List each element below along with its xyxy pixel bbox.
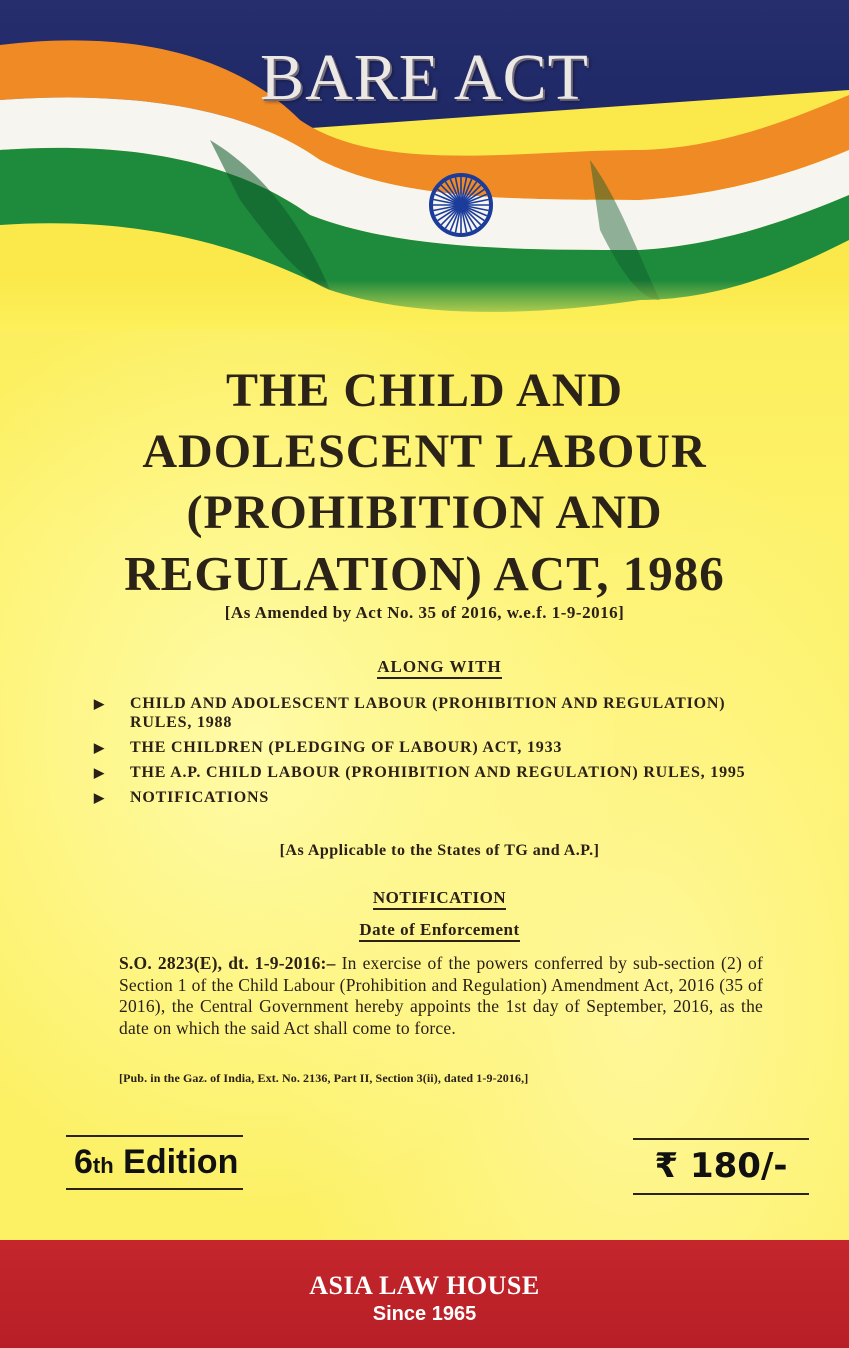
edition-label: 6th Edition <box>66 1135 243 1190</box>
series-label: BARE ACT <box>260 41 589 114</box>
publication-note: [Pub. in the Gaz. of India, Ext. No. 2136, Part II, Section 3(ii), dated 1-9-2016,] <box>119 1071 529 1085</box>
list-item: ▶ NOTIFICATIONS <box>94 789 270 806</box>
act-title <box>40 360 809 604</box>
list-item: ▶ THE CHILDREN (PLEDGING OF LABOUR) ACT, 1933 <box>94 739 563 756</box>
title-line: (PROHIBITION AND <box>186 486 663 539</box>
notification-body: S.O. 2823(E), dt. 1-9-2016:– In exercise of the powers conferred by sub-section (2) of Section 1 of the Child Labour (Prohibition and Regulation) Amendment Act, 2016 (35 of 2016), the Central Government hereby appoints the 1st day of September, 2016, as the date on which the said Act shall come to force. <box>119 953 763 1038</box>
publisher-since: Since 1965 <box>372 1303 477 1325</box>
publisher-name: ASIA LAW HOUSE <box>309 1271 540 1300</box>
amendment-note: [As Amended by Act No. 35 of 2016, w.e.f. 1-9-2016] <box>224 603 625 622</box>
bullet-arrow-icon: ▶ <box>94 740 105 755</box>
notification-heading: NOTIFICATION <box>0 888 849 908</box>
list-item: ▶ THE A.P. CHILD LABOUR (PROHIBITION AND REGULATION) RULES, 1995 <box>94 764 746 781</box>
ashoka-chakra-icon <box>431 175 491 235</box>
enforcement-subheading: Date of Enforcement <box>0 920 849 940</box>
along-with-heading: ALONG WITH <box>0 657 849 677</box>
title-line: REGULATION) ACT, 1986 <box>124 546 725 601</box>
bullet-arrow-icon: ▶ <box>94 765 105 780</box>
applicability-note: [As Applicable to the States of TG and A.P.] <box>279 842 600 859</box>
price-label: ₹ 180/- <box>633 1138 809 1195</box>
notification-reference: S.O. 2823(E), dt. 1-9-2016:– <box>119 953 336 973</box>
title-line: ADOLESCENT LABOUR <box>142 425 707 478</box>
bullet-arrow-icon: ▶ <box>94 696 105 711</box>
title-line: THE CHILD AND <box>225 364 624 417</box>
list-item: ▶ CHILD AND ADOLESCENT LABOUR (PROHIBITION AND REGULATION) RULES, 1988 <box>94 695 726 731</box>
contents-list <box>92 694 792 813</box>
bullet-arrow-icon: ▶ <box>94 790 105 805</box>
